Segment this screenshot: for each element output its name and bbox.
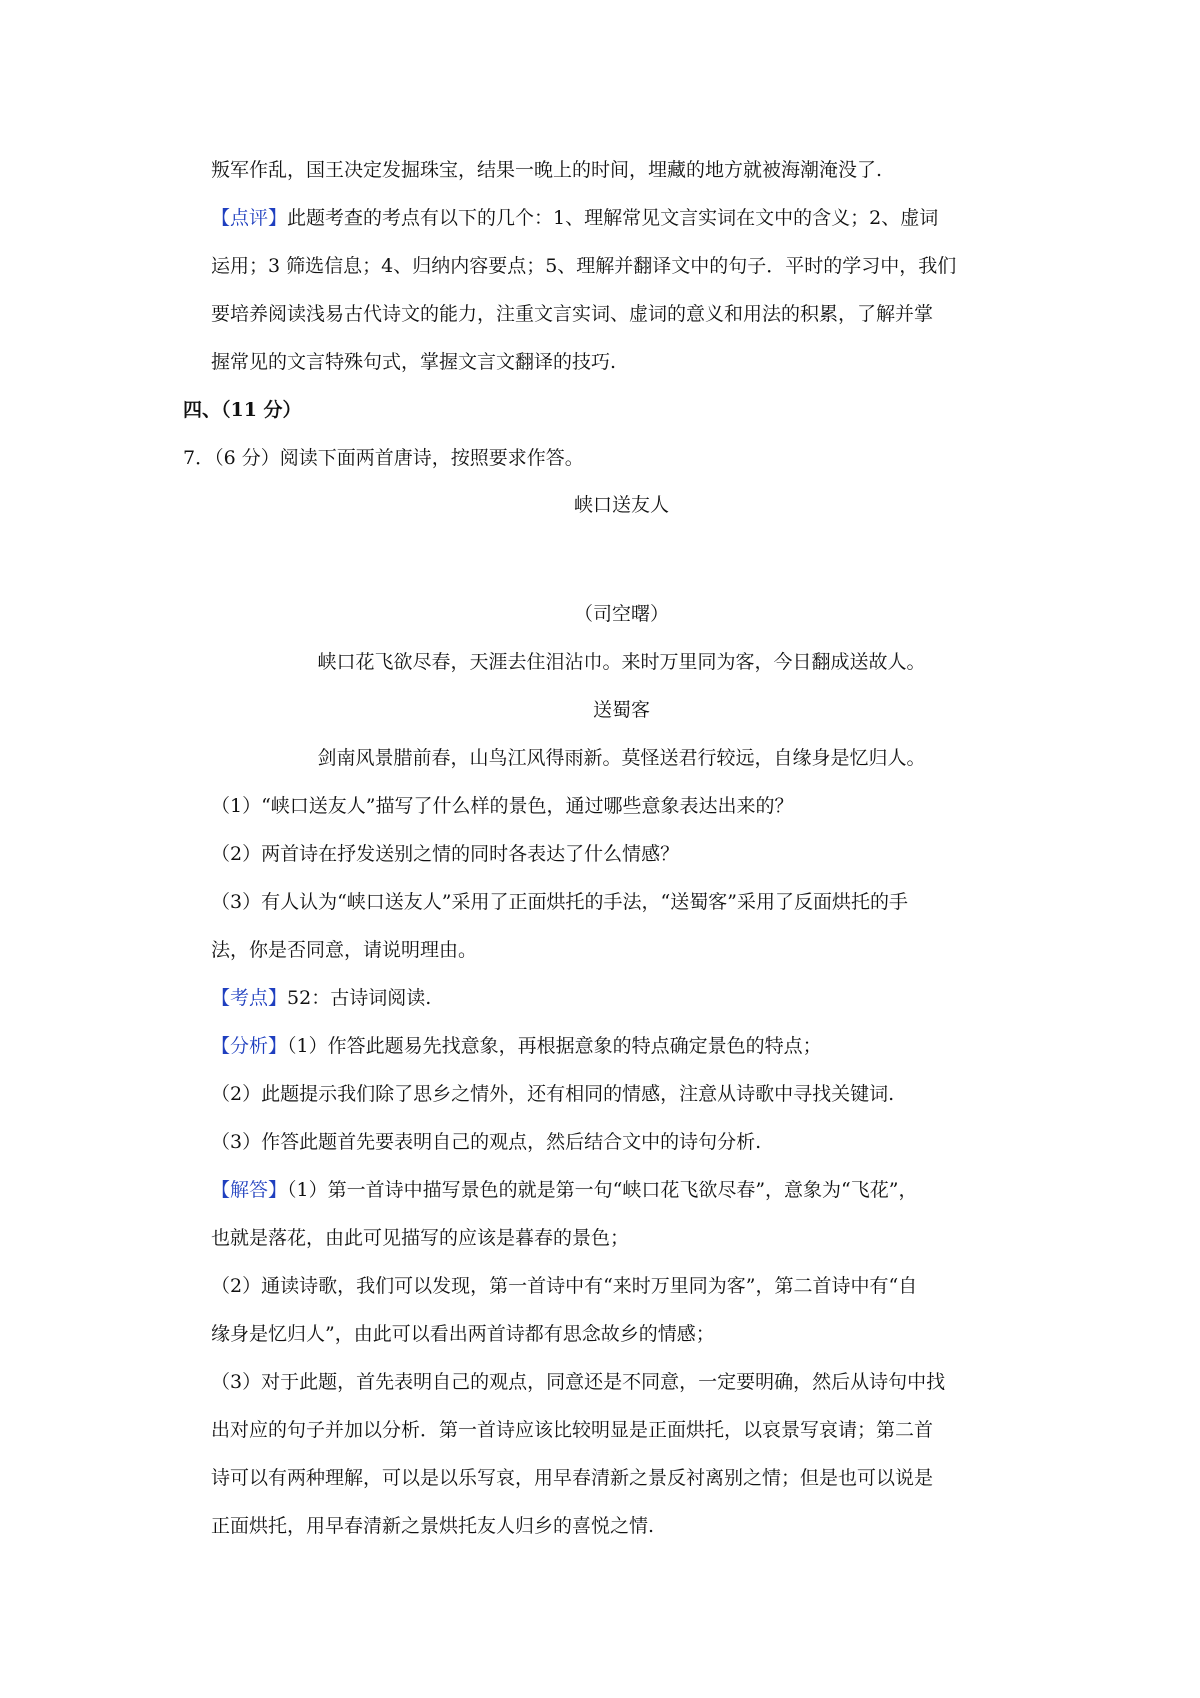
poem2-title: 送蜀客 bbox=[592, 699, 650, 721]
jieda-text-1: （1）第一首诗中描写景色的就是第一句“峡口花飞欲尽春”，意象为“飞花”， bbox=[287, 1179, 918, 1201]
comment-tag: 【点评】 bbox=[211, 207, 288, 229]
section-heading: 四、（11 分） bbox=[183, 399, 302, 421]
jieda-line-2: 也就是落花，由此可见描写的应该是暮春的景色； bbox=[211, 1227, 630, 1249]
fenxi-line-3: （3）作答此题首先要表明自己的观点，然后结合文中的诗句分析. bbox=[211, 1131, 762, 1153]
jieda-line-8: 正面烘托，用早春清新之景烘托友人归乡的喜悦之情. bbox=[211, 1515, 655, 1537]
jieda-tag: 【解答】 bbox=[211, 1179, 288, 1201]
kaodian-line bbox=[211, 985, 431, 1011]
sub-question-2: （2）两首诗在抒发送别之情的同时各表达了什么情感？ bbox=[211, 843, 680, 865]
poem1-author: （司空曙） bbox=[573, 603, 669, 625]
translation-line: 叛军作乱，国王决定发掘珠宝，结果一晚上的时间，埋藏的地方就被海潮淹没了. bbox=[211, 159, 883, 181]
fenxi-line-2: （2）此题提示我们除了思乡之情外，还有相同的情感，注意从诗歌中寻找关键词. bbox=[211, 1083, 895, 1105]
fenxi-tag: 【分析】 bbox=[211, 1035, 288, 1057]
kaodian-text: 52：古诗词阅读. bbox=[287, 987, 432, 1009]
question-stem: 7．（6 分）阅读下面两首唐诗，按照要求作答。 bbox=[183, 447, 584, 469]
sub-question-3-line-1: （3）有人认为“峡口送友人”采用了正面烘托的手法，“送蜀客”采用了反面烘托的手 bbox=[211, 891, 908, 913]
jieda-line-4: 缘身是忆归人”，由此可以看出两首诗都有思念故乡的情感； bbox=[211, 1323, 715, 1345]
comment-line-1 bbox=[211, 205, 938, 231]
jieda-line-6: 出对应的句子并加以分析．第一首诗应该比较明显是正面烘托，以哀景写哀请；第二首 bbox=[211, 1419, 934, 1441]
jieda-line-5: （3）对于此题，首先表明自己的观点，同意还是不同意，一定要明确，然后从诗句中找 bbox=[211, 1371, 946, 1393]
jieda-line-1 bbox=[211, 1177, 917, 1203]
comment-line-2: 运用；3 筛选信息；4、归纳内容要点；5、理解并翻译文中的句子．平时的学习中，我们 bbox=[211, 255, 957, 277]
jieda-line-7: 诗可以有两种理解，可以是以乐写哀，用早春清新之景反衬离别之情；但是也可以说是 bbox=[211, 1467, 934, 1489]
fenxi-line-1 bbox=[211, 1033, 822, 1059]
comment-line-3: 要培养阅读浅易古代诗文的能力，注重文言实词、虚词的意义和用法的积累，了解并掌 bbox=[211, 303, 934, 325]
sub-question-1: （1）“峡口送友人”描写了什么样的景色，通过哪些意象表达出来的？ bbox=[211, 795, 794, 817]
sub-question-3-line-2: 法，你是否同意，请说明理由。 bbox=[211, 939, 478, 961]
poem1-text: 峡口花飞欲尽春，天涯去住泪沾巾。来时万里同为客，今日翻成送故人。 bbox=[317, 651, 926, 673]
jieda-line-3: （2）通读诗歌，我们可以发现，第一首诗中有“来时万里同为客”，第二首诗中有“自 bbox=[211, 1275, 918, 1297]
kaodian-tag: 【考点】 bbox=[211, 987, 288, 1009]
comment-text-1: 此题考查的考点有以下的几个：1、理解常见文言实词在文中的含义；2、虚词 bbox=[287, 207, 939, 229]
fenxi-text-1: （1）作答此题易先找意象，再根据意象的特点确定景色的特点； bbox=[287, 1035, 822, 1057]
comment-line-4: 握常见的文言特殊句式，掌握文言文翻译的技巧. bbox=[211, 351, 617, 373]
poem2-text: 剑南风景腊前春，山鸟江风得雨新。莫怪送君行较远，自缘身是忆归人。 bbox=[317, 747, 926, 769]
poem1-title: 峡口送友人 bbox=[573, 494, 669, 516]
